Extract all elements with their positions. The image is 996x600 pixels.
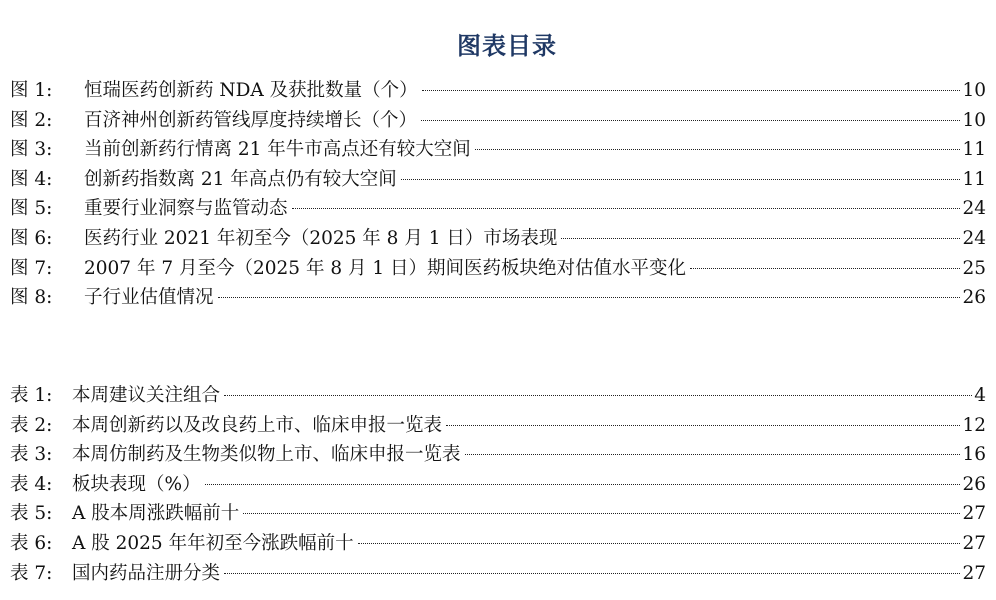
table-list [10, 381, 986, 588]
entry-label: 图 5: [10, 198, 53, 220]
entry-label: 表 5: [10, 503, 53, 525]
toc-entry-figure-5[interactable] [10, 194, 986, 224]
entry-label: 表 6: [10, 532, 53, 554]
entry-title: A 股本周涨跌幅前十 [72, 503, 240, 525]
entry-title: 子行业估值情况 [84, 287, 214, 309]
toc-entry-figure-7[interactable] [10, 254, 986, 284]
entry-title: 本周仿制药及生物类似物上市、临床申报一览表 [72, 444, 461, 466]
dot-leader [561, 238, 960, 239]
entry-label: 图 6: [10, 227, 53, 249]
entry-page-number: 4 [974, 385, 986, 406]
toc-entry-table-5[interactable] [10, 499, 986, 529]
toc-entry-figure-1[interactable] [10, 76, 986, 106]
entry-page-number: 27 [962, 503, 986, 525]
dot-leader [224, 395, 972, 396]
entry-label: 表 7: [10, 562, 53, 584]
entry-page-number: 10 [962, 109, 986, 131]
entry-label: 图 3: [10, 139, 53, 161]
entry-title: 国内药品注册分类 [72, 562, 221, 584]
toc-entry-table-6[interactable] [10, 529, 986, 559]
entry-title: A 股 2025 年年初至今涨跌幅前十 [72, 532, 354, 554]
toc-entry-table-3[interactable] [10, 440, 986, 470]
toc-entry-table-2[interactable] [10, 411, 986, 441]
entry-title: 重要行业洞察与监管动态 [84, 198, 288, 220]
entry-label: 表 4: [10, 473, 53, 495]
entry-title: 百济神州创新药管线厚度持续增长（个） [84, 109, 418, 131]
entry-label: 图 2: [10, 109, 53, 131]
dot-leader [690, 268, 960, 269]
toc-entry-figure-8[interactable] [10, 283, 986, 313]
entry-label: 图 7: [10, 257, 53, 279]
entry-label: 表 1: [10, 385, 53, 406]
entry-title: 本周创新药以及改良药上市、临床申报一览表 [72, 414, 443, 436]
entry-label: 图 4: [10, 168, 53, 190]
dot-leader [243, 513, 960, 514]
toc-entry-table-4[interactable] [10, 470, 986, 500]
dot-leader [205, 484, 961, 485]
entry-label: 图 1: [10, 80, 53, 101]
entry-label: 图 8: [10, 287, 53, 309]
figure-list [10, 76, 986, 313]
toc-entry-figure-4[interactable] [10, 165, 986, 195]
entry-page-number: 11 [962, 168, 986, 190]
dot-leader [358, 543, 961, 544]
entry-page-number: 26 [962, 473, 986, 495]
entry-title: 板块表现（%） [72, 473, 201, 495]
entry-page-number: 16 [962, 444, 986, 466]
dot-leader [475, 149, 961, 150]
dot-leader [421, 120, 960, 121]
dot-leader [446, 425, 960, 426]
entry-page-number: 10 [962, 80, 986, 101]
entry-title: 创新药指数离 21 年高点仍有较大空间 [84, 168, 397, 190]
entry-page-number: 27 [962, 532, 986, 554]
dot-leader [401, 179, 961, 180]
entry-page-number: 26 [962, 287, 986, 309]
dot-leader [224, 573, 960, 574]
entry-title: 当前创新药行情离 21 年牛市高点还有较大空间 [84, 139, 471, 161]
entry-title: 恒瑞医药创新药 NDA 及获批数量（个） [84, 80, 418, 101]
entry-page-number: 27 [962, 562, 986, 584]
entry-title: 本周建议关注组合 [72, 385, 221, 406]
entry-title: 2007 年 7 月至今（2025 年 8 月 1 日）期间医药板块绝对估值水平变化 [84, 257, 687, 279]
toc-entry-figure-6[interactable] [10, 224, 986, 254]
toc-entry-figure-2[interactable] [10, 106, 986, 136]
dot-leader [218, 297, 961, 298]
entry-page-number: 11 [962, 139, 986, 161]
page-title: 图表目录 [457, 31, 557, 60]
toc-entry-table-7[interactable] [10, 559, 986, 589]
entry-page-number: 25 [962, 257, 986, 279]
toc-entry-figure-3[interactable] [10, 135, 986, 165]
dot-leader [292, 208, 961, 209]
entry-label: 表 3: [10, 444, 53, 466]
entry-label: 表 2: [10, 414, 53, 436]
toc-entry-table-1[interactable] [10, 381, 986, 411]
entry-page-number: 24 [962, 198, 986, 220]
dot-leader [422, 90, 961, 91]
entry-page-number: 12 [962, 414, 986, 436]
entry-page-number: 24 [962, 227, 986, 249]
entry-title: 医药行业 2021 年初至今（2025 年 8 月 1 日）市场表现 [84, 227, 558, 249]
dot-leader [465, 454, 961, 455]
